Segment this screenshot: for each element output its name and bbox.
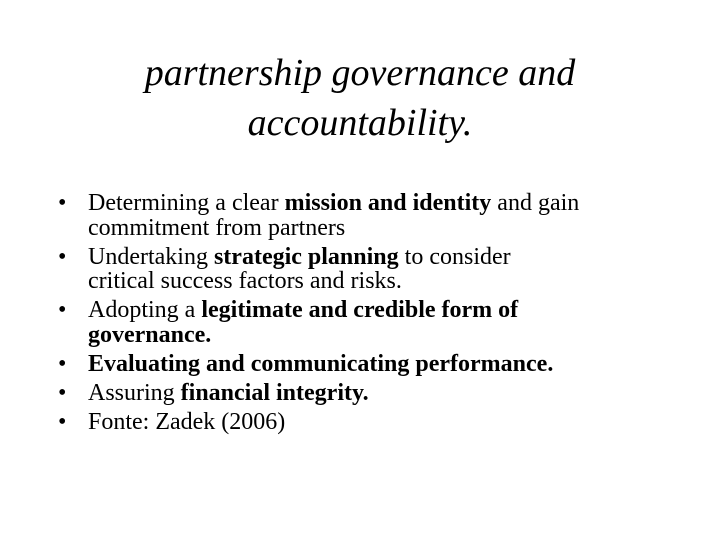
bullet-text: Fonte: Zadek (2006) [88, 409, 286, 436]
bullet-item [58, 191, 698, 240]
bullet-continuation: commitment from partners [88, 214, 346, 241]
bullet-emphasis: strategic planning [213, 243, 399, 270]
bullet-text: Adopting a [88, 297, 202, 324]
bullet-icon: • [58, 380, 67, 407]
bullet-item [58, 245, 698, 294]
bullet-text: Determining a clear [88, 190, 285, 216]
bullet-continuation: critical success factors and risks. [88, 268, 402, 295]
bullet-continuation: governance. [88, 322, 212, 349]
bullet-text: to consider [398, 243, 511, 270]
bullet-item [58, 410, 698, 435]
bullet-emphasis: legitimate and credible form of [201, 297, 519, 324]
bullet-item [58, 381, 698, 406]
bullet-icon: • [58, 351, 67, 378]
bullet-icon: • [58, 297, 67, 324]
bullet-emphasis: financial integrity. [180, 380, 369, 407]
bullet-text: Undertaking [88, 243, 214, 270]
bullet-text: Assuring [88, 380, 181, 407]
bullet-list [58, 191, 698, 439]
slide-title-line-1: partnership governance and [144, 52, 576, 94]
bullet-icon: • [58, 190, 67, 216]
bullet-emphasis: Evaluating and communicating performance. [88, 351, 554, 378]
bullet-icon: • [58, 409, 67, 436]
bullet-text: and gain [491, 190, 580, 216]
bullet-icon: • [58, 243, 67, 270]
bullet-item [58, 298, 698, 347]
bullet-emphasis: mission and identity [284, 190, 492, 216]
slide-title-line-2: accountability. [247, 102, 473, 144]
slide-title [0, 48, 720, 148]
bullet-item [58, 352, 698, 377]
